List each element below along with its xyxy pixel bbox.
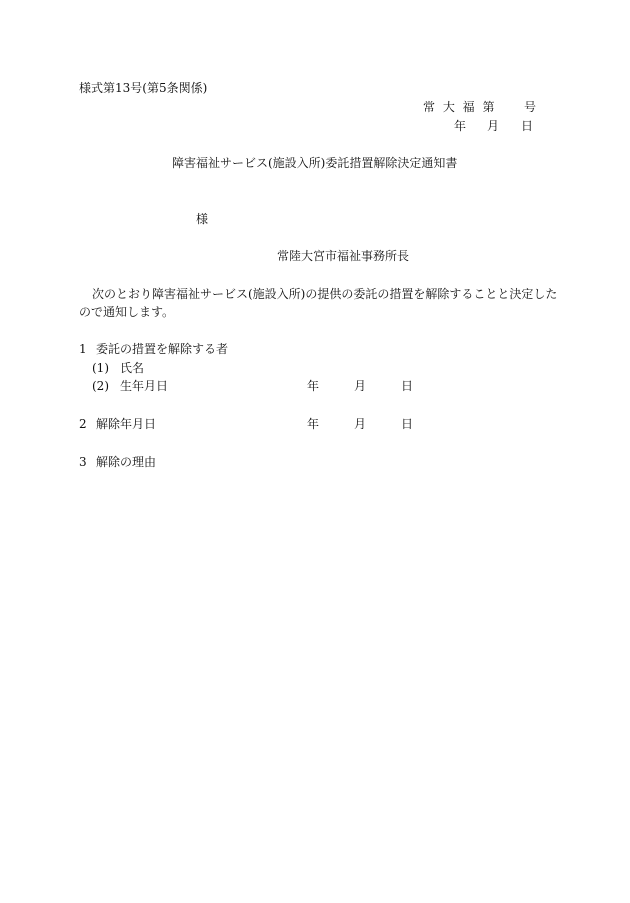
body-line-2: ので通知します。 — [79, 305, 175, 319]
item-2-year: 年 — [307, 379, 320, 393]
item-1-number: (1) — [92, 361, 109, 375]
item-2-label: 生年月日 — [120, 379, 169, 393]
section-2-day: 日 — [401, 417, 414, 431]
body-line-1: 次のとおり障害福祉サービス(施設入所)の提供の委託の措置を解除することと決定した — [92, 287, 558, 301]
item-1-label: 氏名 — [120, 361, 145, 375]
section-3-label: 解除の理由 — [96, 455, 157, 469]
doc-number-prefix: 常 大 福 第 — [423, 100, 497, 114]
section-2-year: 年 — [307, 417, 320, 431]
section-1-number: 1 — [79, 342, 87, 356]
doc-number-suffix: 号 — [524, 100, 537, 114]
date-day: 日 — [521, 119, 534, 133]
sender: 常陸大宮市福祉事務所長 — [277, 249, 410, 263]
item-2-month: 月 — [354, 379, 367, 393]
item-2-day: 日 — [401, 379, 414, 393]
section-3-number: 3 — [79, 455, 87, 469]
form-number: 様式第13号(第5条関係) — [79, 81, 208, 95]
section-2-month: 月 — [354, 417, 367, 431]
section-2-label: 解除年月日 — [96, 417, 157, 431]
section-2-number: 2 — [79, 417, 87, 431]
item-2-number: (2) — [92, 379, 109, 393]
date-month: 月 — [487, 119, 500, 133]
section-1-label: 委託の措置を解除する者 — [96, 342, 229, 356]
recipient-suffix: 様 — [196, 212, 209, 226]
date-year: 年 — [454, 119, 467, 133]
page-title: 障害福祉サービス(施設入所)委託措置解除決定通知書 — [172, 156, 458, 170]
